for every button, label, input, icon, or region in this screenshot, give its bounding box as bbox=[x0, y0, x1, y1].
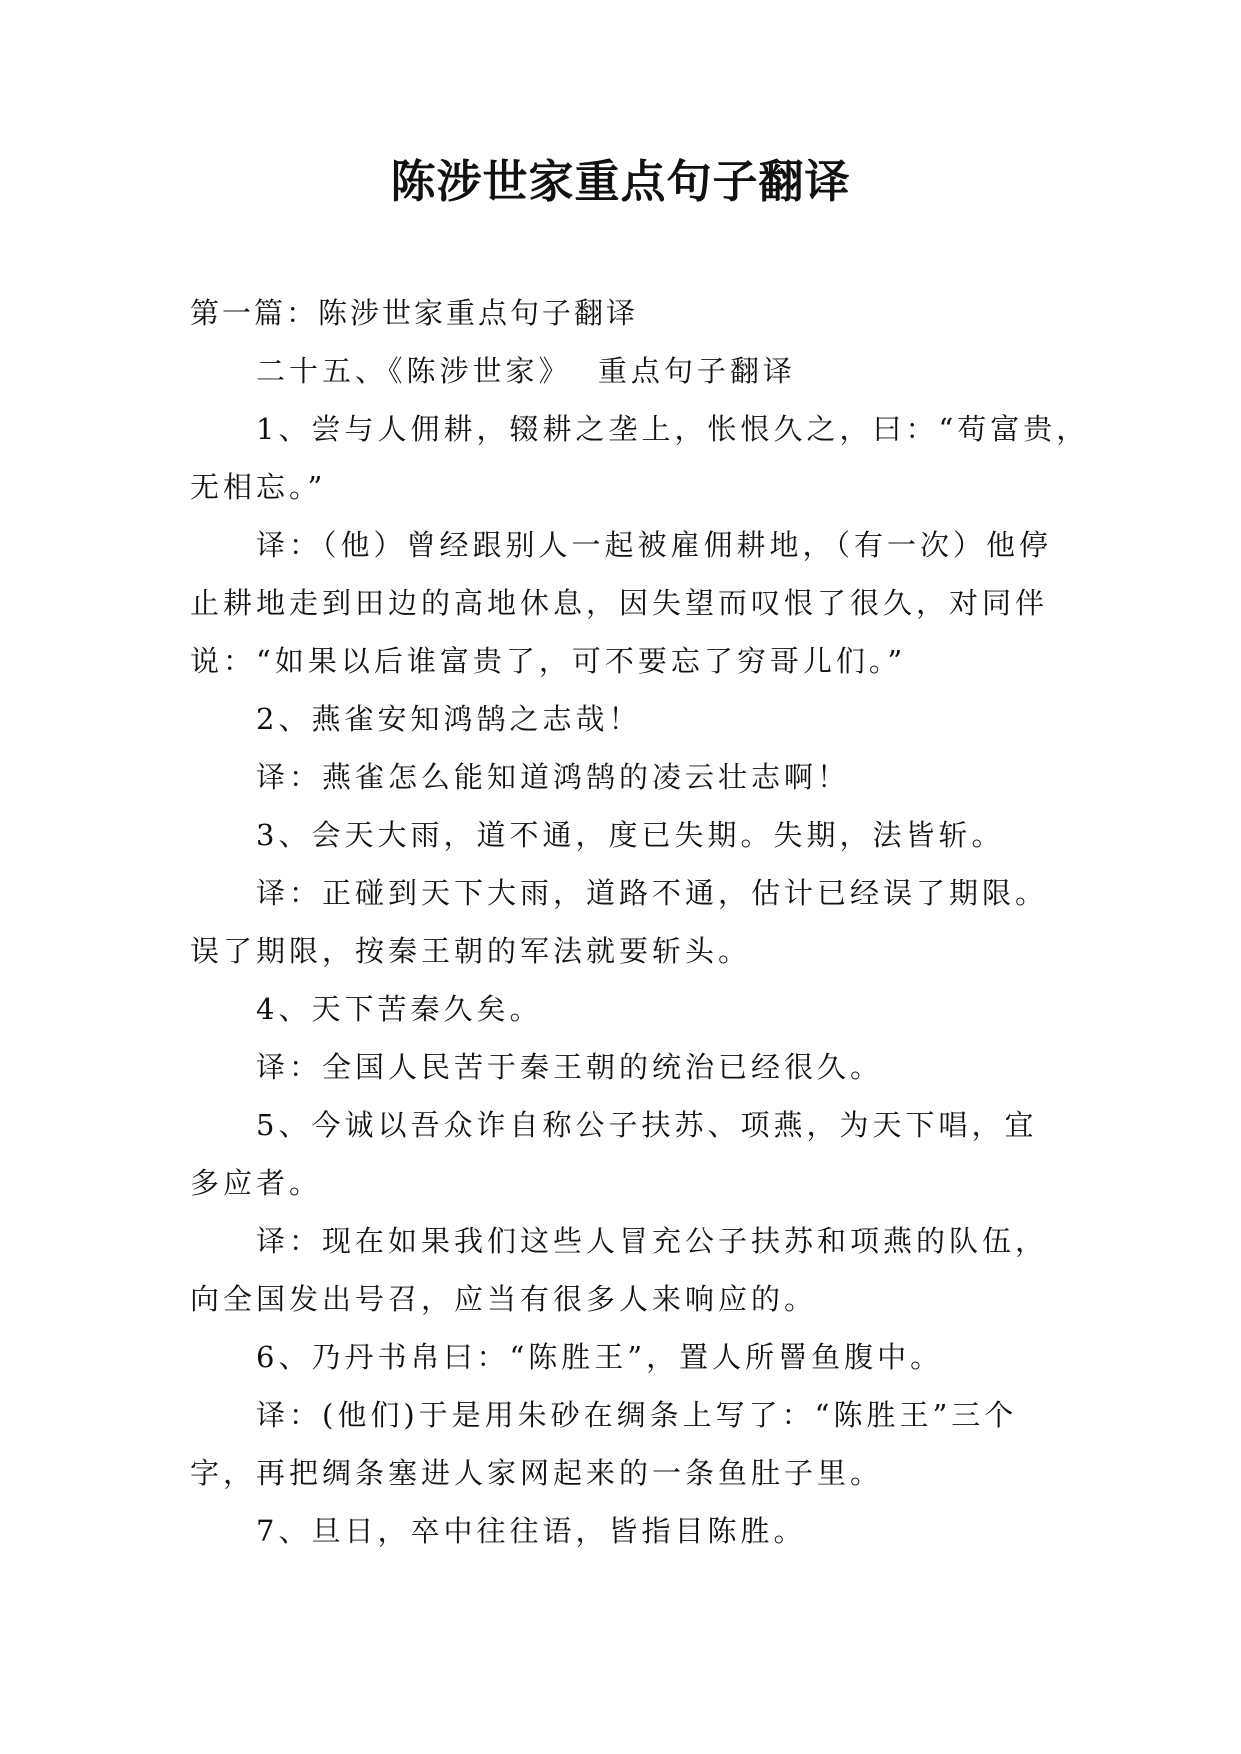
text-line: 译：燕雀怎么能知道鸿鹄的凌云壮志啊！ bbox=[256, 760, 851, 794]
text-line: 6、乃丹书帛曰：“陈胜王”，置人所罾鱼腹中。 bbox=[256, 1340, 944, 1374]
text-line: 7、旦日，卒中往往语，皆指目陈胜。 bbox=[256, 1514, 807, 1548]
text-line: 5、今诚以吾众诈自称公子扶苏、项燕，为天下唱，宜 bbox=[256, 1108, 1038, 1142]
text-line: 向全国发出号召，应当有很多人来响应的。 bbox=[190, 1282, 818, 1316]
text-line: 译：（他）曾经跟别人一起被雇佣耕地，（有一次）他停 bbox=[256, 528, 1053, 562]
text-line: 说：“如果以后谁富贵了，可不要忘了穷哥儿们。” bbox=[190, 644, 907, 678]
text-line: 止耕地走到田边的高地休息，因失望而叹恨了很久，对同伴 bbox=[190, 586, 1049, 620]
text-line: 多应者。 bbox=[190, 1166, 323, 1200]
document-body bbox=[190, 284, 1090, 1560]
text-line: 4、天下苦秦久矣。 bbox=[256, 992, 543, 1026]
section-heading: 第一篇：陈涉世家重点句子翻译 bbox=[190, 296, 639, 330]
text-line: 译：现在如果我们这些人冒充公子扶苏和项燕的队伍， bbox=[256, 1224, 1049, 1258]
sub-heading: 二十五、《陈涉世家》 重点句子翻译 bbox=[256, 354, 796, 388]
text-line: 译：(他们)于是用朱砂在绸条上写了：“陈胜王”三个 bbox=[256, 1398, 1018, 1432]
text-line: 无相忘。” bbox=[190, 470, 327, 504]
text-line: 误了期限，按秦王朝的军法就要斩头。 bbox=[190, 934, 752, 968]
text-line: 1、尝与人佣耕，辍耕之垄上，怅恨久之，曰：“苟富贵， bbox=[256, 412, 1090, 446]
text-line: 3、会天大雨，道不通，度已失期。失期，法皆斩。 bbox=[256, 818, 1005, 852]
page-title: 陈涉世家重点句子翻译 bbox=[390, 155, 851, 208]
text-line: 字，再把绸条塞进人家网起来的一条鱼肚子里。 bbox=[190, 1456, 884, 1490]
text-line: 译：正碰到天下大雨，道路不通，估计已经误了期限。 bbox=[256, 876, 1049, 910]
text-line: 2、燕雀安知鸿鹄之志哉！ bbox=[256, 702, 642, 736]
text-line: 译：全国人民苦于秦王朝的统治已经很久。 bbox=[256, 1050, 884, 1084]
